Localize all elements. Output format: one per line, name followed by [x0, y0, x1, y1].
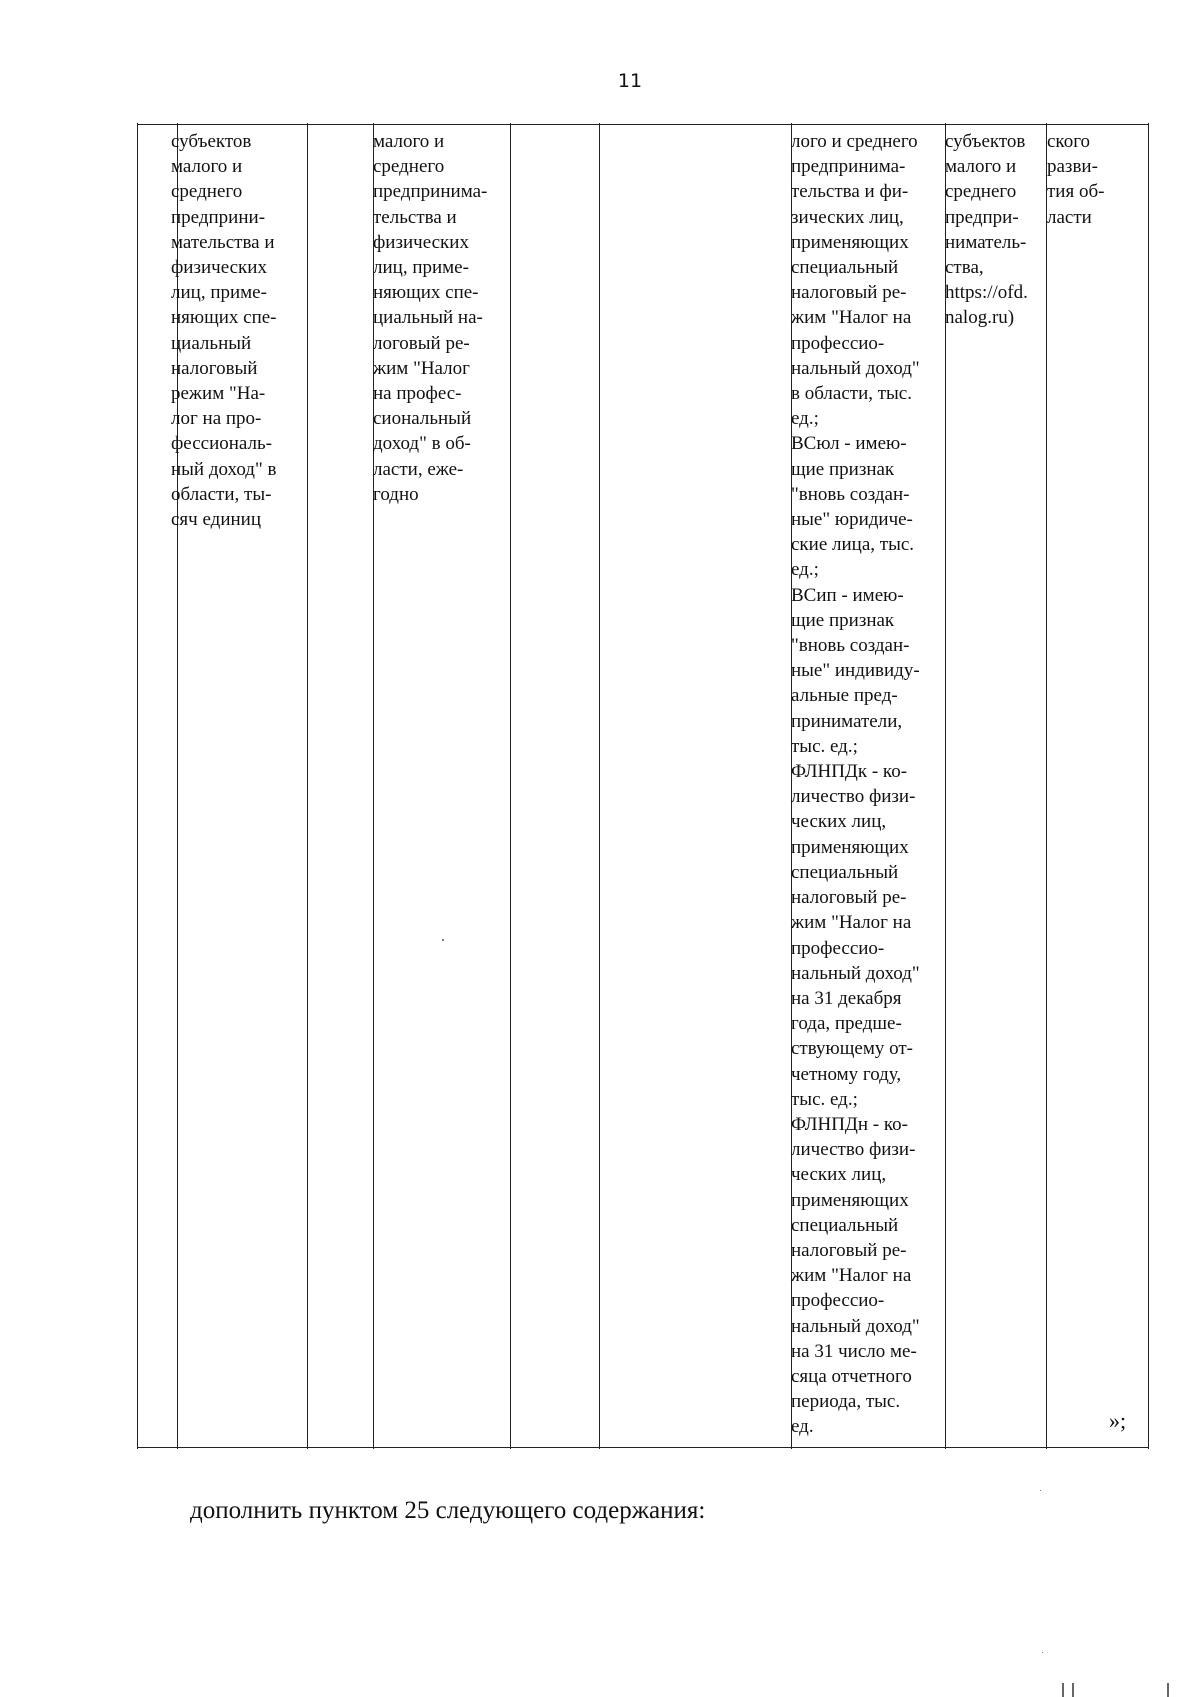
cell-line: нальный доход"	[791, 357, 920, 379]
cell-line: жим "Налог на	[791, 1265, 912, 1287]
table-cell-source	[945, 129, 1028, 331]
cell-line: циальный	[171, 332, 252, 354]
cell-line: ческих лиц,	[791, 811, 887, 833]
cell-line: ства,	[945, 257, 984, 279]
cell-line: ствующему от-	[791, 1038, 913, 1060]
cell-line: предпри-	[945, 206, 1019, 228]
cell-line: среднего	[373, 156, 445, 178]
cell-line: логовый ре-	[373, 332, 470, 354]
cell-line: малого и	[945, 156, 1017, 178]
cell-line: специальный	[791, 257, 899, 279]
cell-line: годно	[373, 483, 419, 505]
cell-line: личество физи-	[791, 786, 916, 808]
cell-line: применяющих	[791, 836, 909, 858]
cell-line: щие признак	[791, 458, 895, 480]
cell-line: nalog.ru)	[945, 307, 1015, 329]
column-border	[510, 123, 511, 1449]
cell-line: https://ofd.	[945, 282, 1028, 304]
cell-line: ниматель-	[945, 231, 1027, 253]
cell-line: профессио-	[791, 937, 885, 959]
table-cell-formula-description	[791, 129, 920, 1440]
cell-line: налоговый ре-	[791, 887, 907, 909]
column-border	[1046, 123, 1047, 1449]
table-cell-responsible	[1047, 129, 1104, 230]
cell-line: ФЛНПДн - ко-	[791, 1113, 908, 1135]
page-number: 11	[617, 70, 643, 92]
cell-line: лого и среднего	[791, 131, 918, 152]
cell-line: тельства и	[373, 206, 457, 228]
cell-line: малого и	[373, 131, 445, 152]
cell-line: жим "Налог	[373, 357, 470, 379]
cell-line: щие признак	[791, 609, 895, 631]
cell-line: тельства и фи-	[791, 181, 909, 203]
cell-line: ФЛНПДк - ко-	[791, 761, 908, 783]
cell-line: среднего	[945, 181, 1017, 203]
table-cell-indicator-name	[171, 129, 277, 532]
cell-line: няющих спе-	[373, 282, 479, 304]
cell-line: ный доход" в	[171, 458, 277, 480]
cell-line: на профес-	[373, 383, 462, 405]
column-border	[599, 123, 600, 1449]
cell-line: применяющих	[791, 1189, 909, 1211]
cell-line: ед.;	[791, 559, 819, 581]
cell-line: предпринима-	[791, 156, 906, 178]
scan-edge-mark	[1167, 1683, 1169, 1697]
cell-line: периода, тыс.	[791, 1391, 901, 1413]
cell-line: доход" в об-	[373, 433, 471, 455]
cell-line: нальный доход"	[791, 1315, 920, 1337]
body-paragraph: дополнить пунктом 25 следующего содержания:	[190, 1497, 706, 1524]
cell-line: года, предше-	[791, 1013, 902, 1035]
cell-line: ВСюл - имею-	[791, 433, 907, 455]
cell-line: на 31 декабря	[791, 987, 902, 1009]
cell-line: ласти, еже-	[373, 458, 464, 480]
cell-line: применяющих	[791, 231, 909, 253]
scan-speck	[442, 939, 444, 941]
cell-line: области, ты-	[171, 483, 272, 505]
scan-speck	[1040, 1490, 1041, 1491]
cell-line: тия об-	[1047, 181, 1105, 203]
scan-edge-mark	[1062, 1683, 1064, 1697]
cell-line: личество физи-	[791, 1139, 916, 1161]
cell-line: альные пред-	[791, 685, 898, 707]
scan-edge-mark	[1072, 1683, 1074, 1697]
cell-line: ского	[1047, 131, 1091, 152]
cell-line: сяца отчетного	[791, 1365, 912, 1387]
cell-line: приниматели,	[791, 710, 903, 732]
cell-line: режим "На-	[171, 383, 266, 405]
cell-line: няющих спе-	[171, 307, 277, 329]
cell-line: ед.	[791, 1416, 814, 1438]
cell-line: циальный на-	[373, 307, 483, 329]
cell-line: тыс. ед.;	[791, 1088, 858, 1110]
column-border	[307, 123, 308, 1449]
cell-line: "вновь создан-	[791, 483, 910, 505]
column-border	[1148, 123, 1149, 1449]
closing-mark: »;	[1109, 1408, 1127, 1433]
cell-line: специальный	[791, 1214, 899, 1236]
cell-line: лиц, приме-	[373, 257, 469, 279]
cell-line: субъектов	[171, 131, 252, 152]
cell-line: субъектов	[945, 131, 1026, 152]
cell-line: малого и	[171, 156, 243, 178]
cell-line: ВСип - имею-	[791, 584, 904, 606]
cell-line: фессиональ-	[171, 433, 272, 455]
cell-line: жим "Налог на	[791, 912, 912, 934]
cell-line: налоговый	[171, 357, 258, 379]
cell-line: "вновь создан-	[791, 635, 910, 657]
scan-speck	[1042, 1652, 1043, 1653]
cell-line: ные" индивиду-	[791, 660, 920, 682]
cell-line: физических	[373, 231, 469, 253]
cell-line: профессио-	[791, 332, 885, 354]
cell-line: специальный	[791, 861, 899, 883]
cell-line: ческих лиц,	[791, 1164, 887, 1186]
cell-line: налоговый ре-	[791, 282, 907, 304]
column-border	[137, 123, 138, 1449]
cell-line: налоговый ре-	[791, 1239, 907, 1261]
cell-line: лиц, приме-	[171, 282, 267, 304]
cell-line: разви-	[1047, 156, 1098, 178]
table	[137, 124, 1149, 1448]
cell-line: ласти	[1047, 206, 1092, 228]
cell-line: сиональный	[373, 408, 472, 430]
cell-line: профессио-	[791, 1290, 885, 1312]
cell-line: четному году,	[791, 1063, 902, 1085]
cell-line: мательства и	[171, 231, 275, 253]
cell-line: тыс. ед.;	[791, 735, 858, 757]
cell-line: на 31 число ме-	[791, 1340, 917, 1362]
table-cell-periodicity	[373, 129, 487, 507]
cell-line: ские лица, тыс.	[791, 534, 915, 556]
cell-line: жим "Налог на	[791, 307, 912, 329]
cell-line: зических лиц,	[791, 206, 904, 228]
cell-line: среднего	[171, 181, 243, 203]
cell-line: ные" юридиче-	[791, 509, 913, 531]
cell-line: физических	[171, 257, 267, 279]
cell-line: нальный доход"	[791, 962, 920, 984]
cell-line: в области, тыс.	[791, 383, 912, 405]
cell-line: ед.;	[791, 408, 819, 430]
cell-line: сяч единиц	[171, 509, 261, 531]
cell-line: предпринима-	[373, 181, 488, 203]
cell-line: предприни-	[171, 206, 266, 228]
cell-line: лог на про-	[171, 408, 262, 430]
